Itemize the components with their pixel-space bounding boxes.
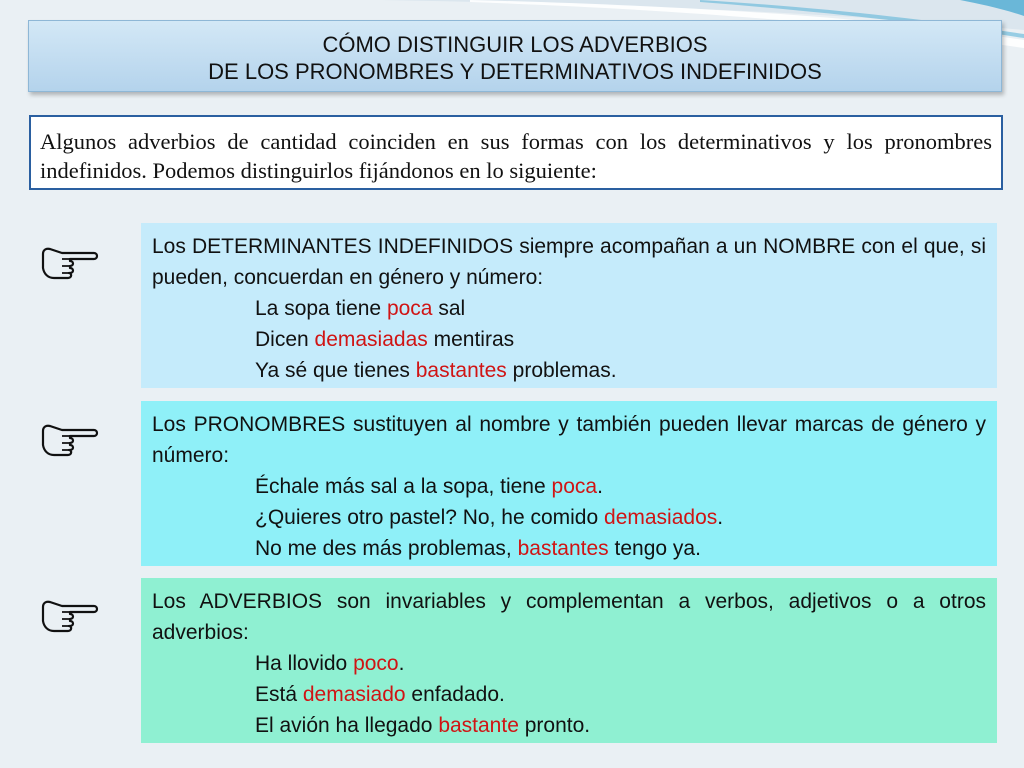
example-line: No me des más problemas, bastantes tengo ya. xyxy=(255,537,701,560)
section-lead: Los ADVERBIOS son invariables y complementan a verbos, adjetivos o a otros adverbios: xyxy=(152,590,986,644)
highlighted-word: bastante xyxy=(438,714,519,737)
adverbios-panel xyxy=(141,578,997,743)
intro-paragraph: Algunos adverbios de cantidad coinciden en sus formas con los determinativos y los pronombres indefinidos. Podemos distinguirlos fijándonos en lo siguiente: xyxy=(29,115,1003,190)
title-line-1: CÓMO DISTINGUIR LOS ADVERBIOS xyxy=(322,32,708,57)
pointing-hand-icon xyxy=(40,244,100,284)
highlighted-word: poca xyxy=(386,297,433,320)
highlighted-word: demasiados xyxy=(604,506,718,529)
example-line: Ya sé que tienes bastantes problemas. xyxy=(255,359,617,382)
pointing-hand-icon xyxy=(40,597,100,637)
example-line: Está demasiado enfadado. xyxy=(255,683,505,706)
title-line-2: DE LOS PRONOMBRES Y DETERMINATIVOS INDEFINIDOS xyxy=(208,59,822,84)
section-lead: Los DETERMINANTES INDEFINIDOS siempre acompañan a un NOMBRE con el que, si pueden, concuerdan en género y número: xyxy=(152,235,986,289)
highlighted-word: bastantes xyxy=(517,537,609,560)
determinantes-panel xyxy=(141,223,997,388)
section-lead: Los PRONOMBRES sustituyen al nombre y también pueden llevar marcas de género y número: xyxy=(152,413,986,467)
example-line: Ha llovido poco. xyxy=(255,652,405,675)
highlighted-word: demasiadas xyxy=(314,328,428,351)
example-line: La sopa tiene poca sal xyxy=(255,297,466,320)
example-line: Dicen demasiadas mentiras xyxy=(255,328,515,351)
pronombres-panel xyxy=(141,401,997,566)
example-line: El avión ha llegado bastante pronto. xyxy=(255,714,591,737)
highlighted-word: bastantes xyxy=(415,359,507,382)
highlighted-word: poco xyxy=(353,652,399,675)
highlighted-word: poca xyxy=(551,475,598,498)
example-line: Échale más sal a la sopa, tiene poca. xyxy=(255,475,603,498)
slide-title xyxy=(28,20,1002,92)
pointing-hand-icon xyxy=(40,421,100,461)
example-line: ¿Quieres otro pastel? No, he comido demasiados. xyxy=(255,506,724,529)
highlighted-word: demasiado xyxy=(302,683,406,706)
